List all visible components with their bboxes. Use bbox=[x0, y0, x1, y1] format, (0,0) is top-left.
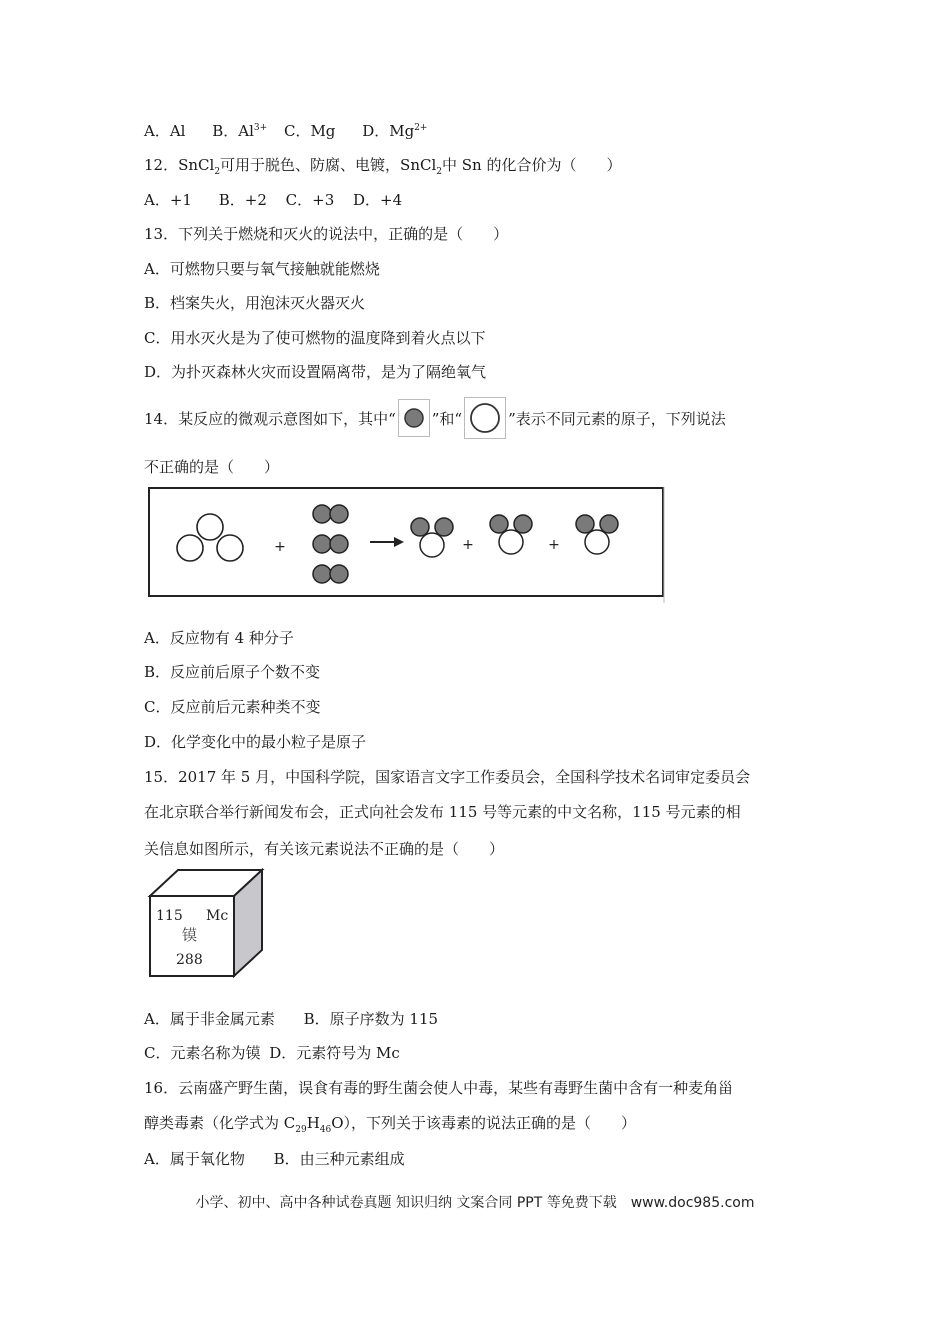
atomic-mass: 288 bbox=[176, 952, 203, 968]
q13-option-d: D．为扑灭森林火灾而设置隔离带，是为了隔绝氧气 bbox=[144, 363, 487, 381]
reaction-diagram bbox=[148, 487, 668, 607]
q13-option-a: A．可燃物只要与氧气接触就能燃烧 bbox=[144, 260, 380, 278]
q14-option-d: D．化学变化中的最小粒子是原子 bbox=[144, 733, 367, 751]
q12-options bbox=[144, 189, 402, 210]
q14-option-b: B．反应前后原子个数不变 bbox=[144, 663, 321, 681]
white-atom-icon bbox=[464, 397, 506, 443]
q11-option-b: B．$Al^{3+}$ bbox=[212, 122, 268, 140]
q15-options-line1 bbox=[144, 1008, 438, 1029]
q15-stem-line2: 在北京联合举行新闻发布会，正式向社会发布 115 号等元素的中文名称，115 号元素的相 bbox=[144, 803, 741, 821]
q13-option-b: B．档案失火，用泡沫灭火器灭火 bbox=[144, 294, 366, 312]
element-name: 镆 bbox=[182, 926, 198, 944]
q12-option-a: A．+1 bbox=[144, 191, 192, 209]
q12-option-b: B．+2 bbox=[218, 191, 267, 209]
page-footer: 小学、初中、高中各种试卷真题 知识归纳 文案合同 PPT 等免费下载 www.doc985.com bbox=[195, 1195, 755, 1211]
q16-options bbox=[144, 1148, 405, 1169]
gray-atom-icon bbox=[398, 399, 430, 441]
plus-sign-1: + bbox=[274, 539, 286, 555]
q13-stem: 13．下列关于燃烧和灭火的说法中，正确的是（ ） bbox=[144, 225, 509, 243]
q15-option-b: B．原子序数为 115 bbox=[303, 1010, 439, 1028]
q15-option-c: C．元素名称为镆 bbox=[144, 1044, 261, 1062]
q16-option-b: B．由三种元素组成 bbox=[273, 1150, 405, 1168]
q14-option-c: C．反应前后元素种类不变 bbox=[144, 698, 321, 716]
q13-option-c: C．用水灭火是为了使可燃物的温度降到着火点以下 bbox=[144, 329, 486, 347]
q11-options bbox=[144, 120, 427, 141]
q11-option-c: C．Mg bbox=[283, 122, 336, 140]
q15-option-d: D．元素符号为 Mc bbox=[269, 1044, 400, 1062]
q16-option-a: A．属于氧化物 bbox=[144, 1150, 245, 1168]
element-card bbox=[146, 868, 268, 984]
q14-stem: 14．某反应的微观示意图如下，其中“ ”和“ ”表示不同元素的原子，下列说法 bbox=[144, 397, 726, 443]
reactant-diatomic-molecules bbox=[313, 505, 348, 583]
q14-stem-line2: 不正确的是（ ） bbox=[144, 458, 280, 476]
q14-option-a: A．反应物有 4 种分子 bbox=[144, 629, 294, 647]
q16-stem-line2: 醇类毒素（化学式为 $C_{29}H_{46}O$），下列关于该毒素的说法正确的是（ ） bbox=[144, 1114, 637, 1135]
element-symbol: Mc bbox=[206, 908, 229, 924]
plus-sign-2: + bbox=[462, 537, 474, 553]
q15-stem-line3: 关信息如图所示，有关该元素说法不正确的是（ ） bbox=[144, 840, 505, 858]
q16-stem-line1: 16．云南盛产野生菌，误食有毒的野生菌会使人中毒，某些有毒野生菌中含有一种麦角甾 bbox=[144, 1079, 734, 1097]
q15-options-line2 bbox=[144, 1042, 400, 1063]
q12-stem: 12．SnCl$_2$可用于脱色、防腐、电镀，SnCl$_2$中 Sn 的化合价为（ ） bbox=[144, 156, 622, 177]
q15-stem-line1: 15．2017 年 5 月，中国科学院，国家语言文字工作委员会，全国科学技术名词审定委员会 bbox=[144, 768, 751, 786]
q12-option-c: C．+3 bbox=[285, 191, 335, 209]
q11-option-a: A．Al bbox=[144, 122, 186, 140]
q12-option-d: D．+4 bbox=[353, 191, 403, 209]
plus-sign-3: + bbox=[548, 537, 560, 553]
q15-option-a: A．属于非金属元素 bbox=[144, 1010, 275, 1028]
q11-option-d: D．$Mg^{2+}$ bbox=[362, 122, 428, 140]
atomic-number: 115 bbox=[156, 908, 183, 924]
